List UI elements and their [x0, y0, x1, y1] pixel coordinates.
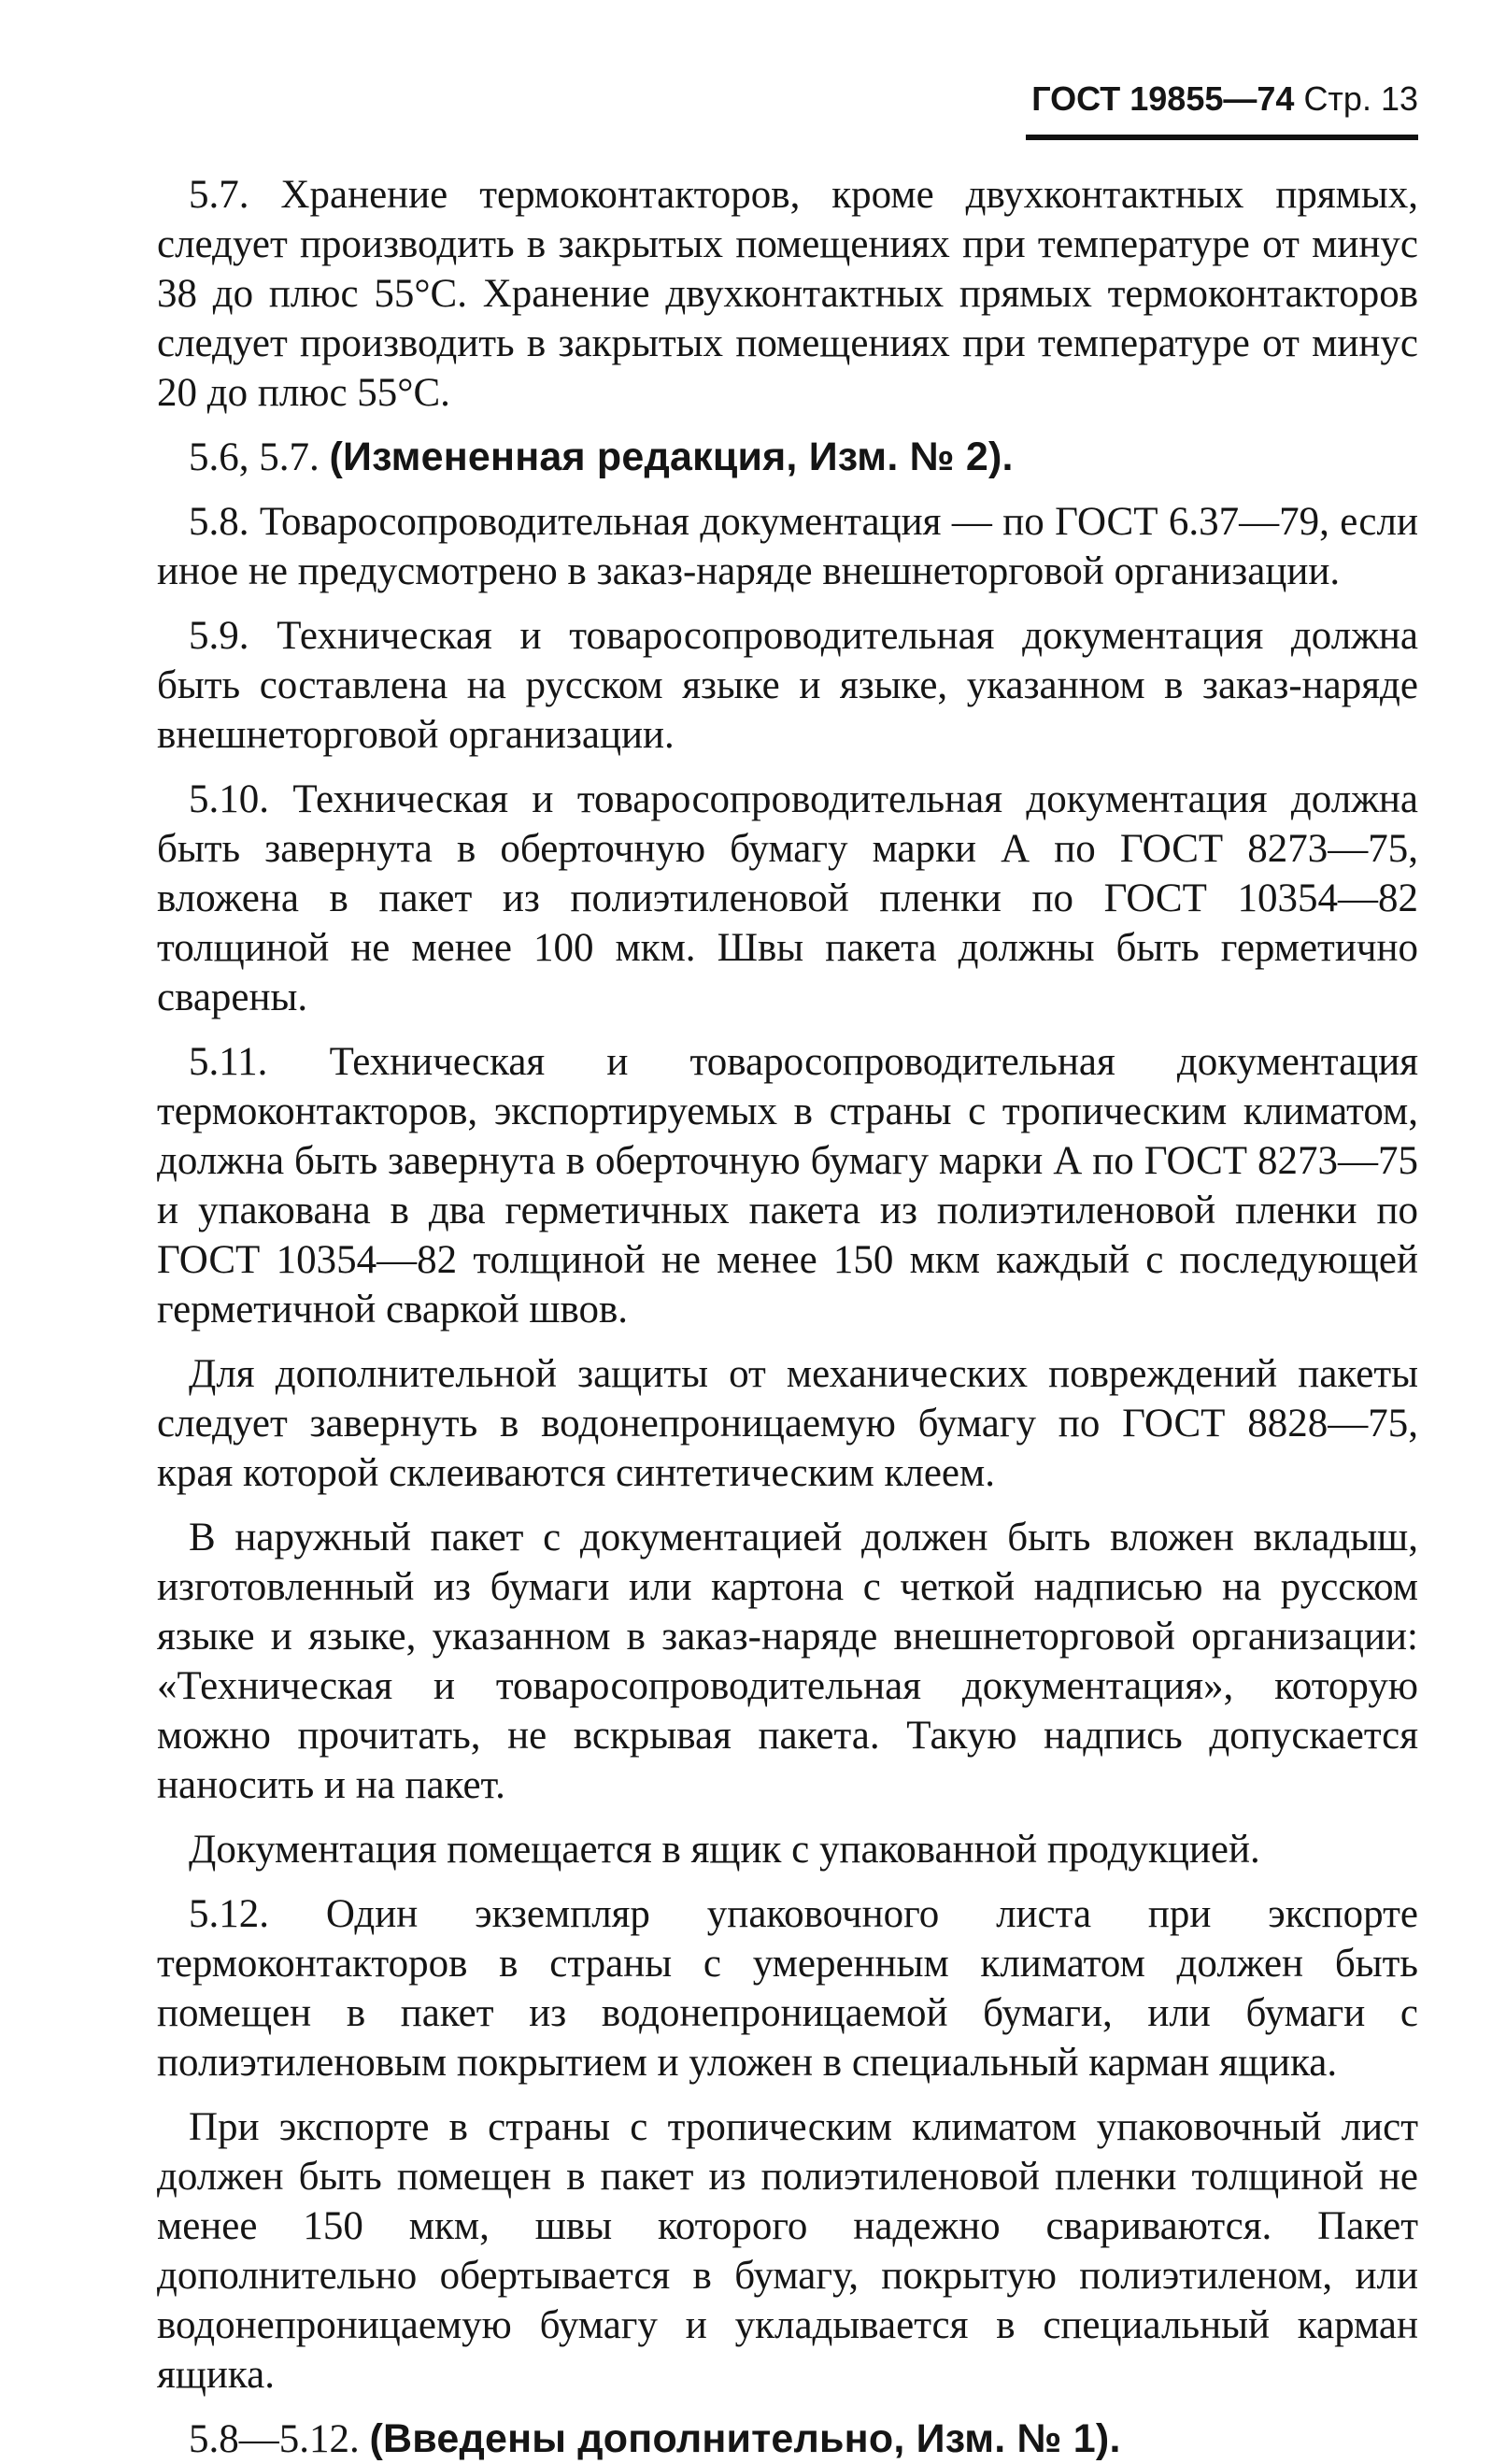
- running-header: [1026, 78, 1418, 140]
- revision-ref: 5.6, 5.7.: [189, 435, 320, 479]
- clause-5-10: 5.10. Техническая и товаросопроводительная документация должна быть завернута в оберточную бумагу марки А по ГОСТ 8273—75, вложена в пакет из полиэтиленовой пленки по ГОСТ 10354—82 толщиной не менее 100 мкм. Швы пакета должны быть герметично сварены.: [157, 777, 1418, 1019]
- clause-5-12: 5.12. Один экземпляр упаковочного листа при экспорте термоконтакторов в страны с умеренным климатом должен быть помещен в пакет из водонепроницаемой бумаги, или бумаги с полиэтиленовым покрытием и уложен в специальный карман ящика.: [157, 1892, 1418, 2085]
- paragraph-box-placement: Документация помещается в ящик с упакованной продукцией.: [189, 1828, 1260, 1872]
- revision-ref: 5.8—5.12.: [189, 2417, 360, 2461]
- clause-5-7: 5.7. Хранение термоконтакторов, кроме двухконтактных прямых, следует производить в закрытых помещениях при температуре от минус 38 до плюс 55°С. Хранение двухконтактных прямых термоконтакторов следует производить в закрытых помещениях при температуре от минус 20 до плюс 55°С.: [157, 173, 1418, 415]
- clause-5-8: 5.8. Товаросопроводительная документация — по ГОСТ 6.37—79, если иное не предусмотрено в заказ-наряде внешнеторговой организации.: [157, 500, 1418, 593]
- paragraph-extra-protection: Для дополнительной защиты от механических повреждений пакеты следует завернуть в водонепроницаемую бумагу по ГОСТ 8828—75, края которой склеиваются синтетическим клеем.: [157, 1352, 1418, 1495]
- revision-note: (Измененная редакция, Изм. № 2).: [329, 434, 1014, 479]
- paragraph-tropical-export: При экспорте в страны с тропическим климатом упаковочный лист должен быть помещен в пакет из полиэтиленовой пленки толщиной не менее 150 мкм, швы которого надежно свариваются. Пакет дополнительно обертывается в бумагу, покрытую полиэтиленом, или водонепроницаемую бумагу и укладывается в специальный карман ящика.: [157, 2105, 1418, 2397]
- clause-5-9: 5.9. Техническая и товаросопроводительная документация должна быть составлена на русском языке и языке, указанном в заказ-наряде внешнеторговой организации.: [157, 614, 1418, 757]
- paragraph-insert: В наружный пакет с документацией должен быть вложен вкладыш, изготовленный из бумаги или картона с четкой надписью на русском языке и языке, указанном в заказ-наряде внешнеторговой организации: «Техническая и товаросопроводительная документация», которую можно прочитать, не вскрывая пакета. Такую надпись допускается наносить и на пакет.: [157, 1516, 1418, 1807]
- revision-note: (Введены дополнительно, Изм. № 1).: [369, 2416, 1121, 2461]
- document-body: [157, 170, 1418, 2464]
- header-text: [1031, 80, 1418, 118]
- clause-5-11: 5.11. Техническая и товаросопроводительная документация термоконтакторов, экспортируемых в страны с тропическим климатом, должна быть завернута в оберточную бумагу марки А по ГОСТ 8273—75 и упакована в два герметичных пакета из полиэтиленовой пленки по ГОСТ 10354—82 толщиной не менее 150 мкм каждый с последующей герметичной сваркой швов.: [157, 1040, 1418, 1332]
- page-number: Стр. 13: [1303, 79, 1418, 118]
- standard-number: ГОСТ 19855—74: [1031, 79, 1295, 118]
- revision-note-5-8-5-12: [157, 2414, 1418, 2464]
- revision-note-5-6-5-7: [157, 433, 1418, 482]
